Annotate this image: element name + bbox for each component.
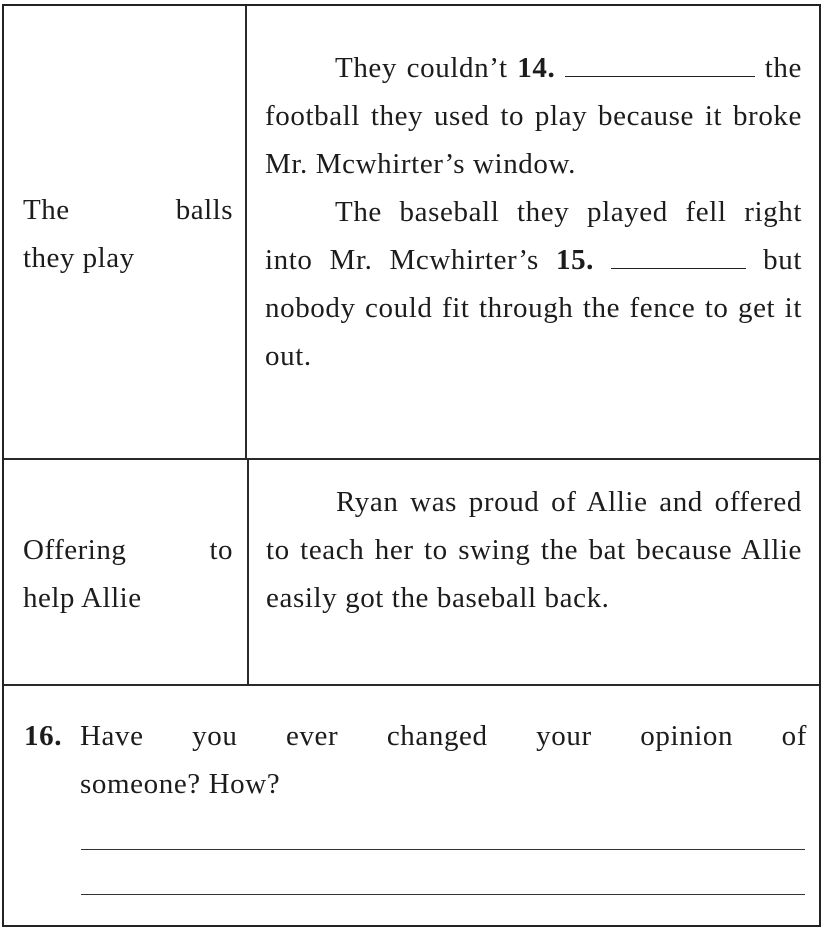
label-word: balls [175,194,233,226]
blank-number-14: 14. [517,52,556,84]
answer-line-1[interactable] [81,849,805,850]
paragraph-14: They couldn’t 14. the football they used to play because it broke Mr. Mcwhirter’s window. [265,44,802,188]
worksheet-table [2,4,821,927]
question-number: 16. [24,720,63,752]
label-word: Offering [23,534,127,566]
question-16 [24,712,807,808]
row-label-offering [23,526,233,622]
label-word: The [23,194,70,226]
paragraph-15: The baseball they played fell right into Mr. Mcwhirter’s 15. but nobody could fit through the fence to get it out. [265,196,802,372]
column-divider-2 [247,458,249,684]
label-word: to [209,534,233,566]
question-text-line1: Have you ever changed your opinion of [80,720,807,752]
row-divider-2 [4,684,819,686]
row-content-balls [265,44,802,380]
answer-line-2[interactable] [81,894,805,895]
column-divider-1 [245,6,247,458]
question-text-line2: someone? How? [80,768,281,800]
answer-blank-15[interactable] [611,238,746,269]
label-line: they play [23,242,135,274]
blank-number-15: 15. [555,244,595,276]
label-line: help Allie [23,582,142,614]
row-label-balls [23,186,233,282]
paragraph-offering: Ryan was proud of Allie and offered to teach her to swing the bat because Allie easily got the baseball back. [266,486,802,614]
row-divider-1 [4,458,819,460]
answer-blank-14[interactable] [565,46,755,77]
row-content-offering [266,478,802,622]
